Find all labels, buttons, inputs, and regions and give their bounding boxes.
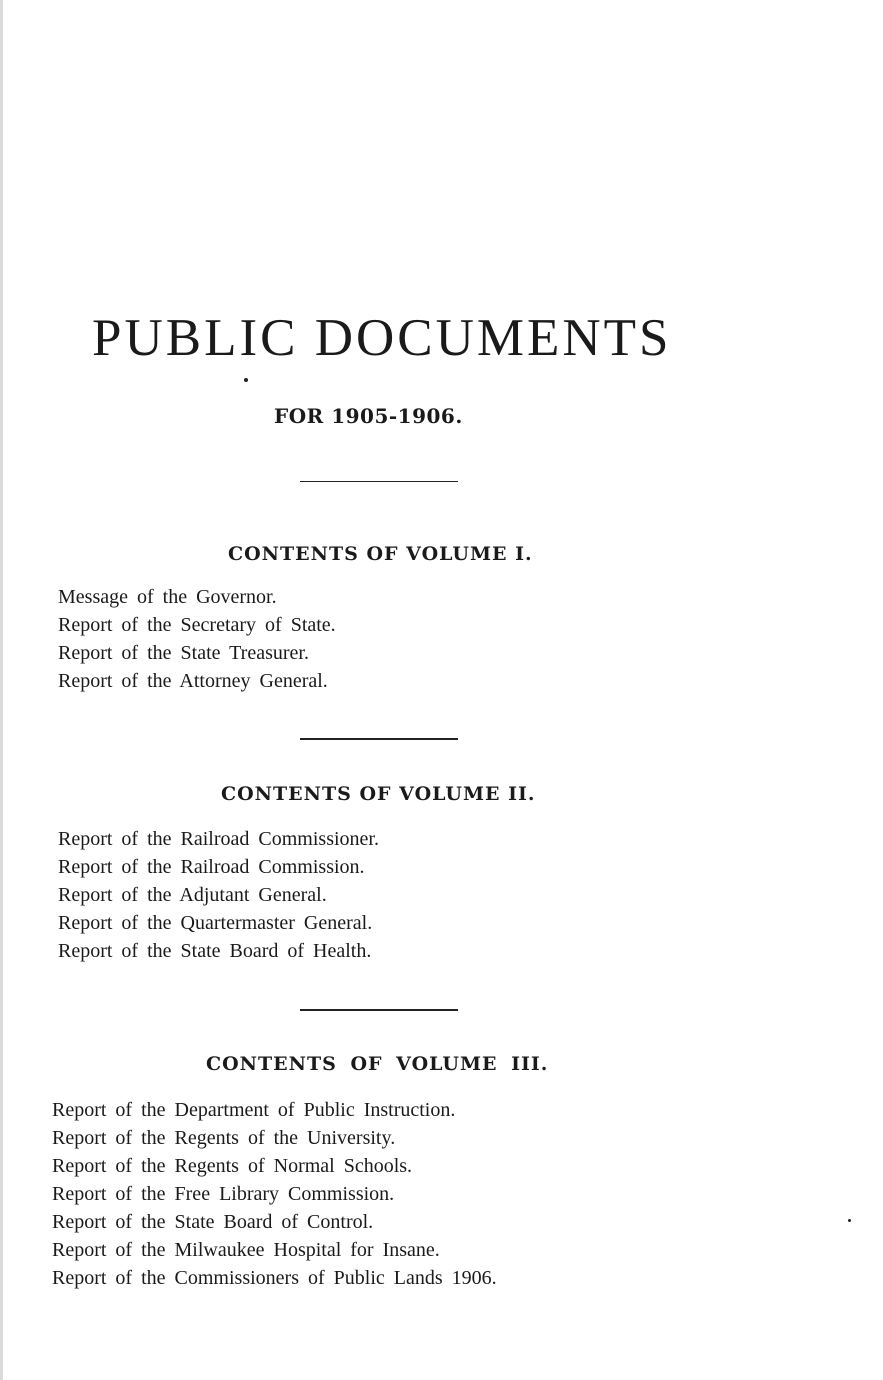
section-divider <box>300 738 458 740</box>
list-item: Message of the Governor. <box>58 586 277 608</box>
volume-2-heading: CONTENTS OF VOLUME II. <box>221 783 536 805</box>
list-item: Report of the Railroad Commissioner. <box>58 828 379 850</box>
page-title: PUBLIC DOCUMENTS <box>92 309 672 367</box>
list-item: Report of the Adjutant General. <box>58 884 327 906</box>
ink-speck <box>848 1219 851 1222</box>
list-item: Report of the Department of Public Instruction. <box>52 1099 456 1121</box>
page-edge <box>0 0 3 1380</box>
volume-2-contents <box>58 825 379 965</box>
list-item: Report of the Commissioners of Public Lands 1906. <box>52 1267 497 1289</box>
list-item: Report of the Free Library Commission. <box>52 1183 395 1205</box>
list-item: Report of the State Board of Health. <box>58 940 372 962</box>
list-item: Report of the Milwaukee Hospital for Insane. <box>52 1239 440 1261</box>
volume-3-contents <box>52 1096 497 1292</box>
list-item: Report of the State Board of Control. <box>52 1211 374 1233</box>
list-item: Report of the Attorney General. <box>58 670 328 692</box>
volume-3-heading: CONTENTS OF VOLUME III. <box>206 1053 549 1075</box>
section-divider <box>300 1009 458 1011</box>
ink-speck <box>244 378 248 382</box>
list-item: Report of the Railroad Commission. <box>58 856 365 878</box>
list-item: Report of the Secretary of State. <box>58 614 336 636</box>
list-item: Report of the Regents of the University. <box>52 1127 396 1149</box>
page-subtitle: FOR 1905-1906. <box>274 404 463 428</box>
list-item: Report of the Quartermaster General. <box>58 912 373 934</box>
volume-1-contents <box>58 583 336 695</box>
section-divider <box>300 481 458 482</box>
volume-1-heading: CONTENTS OF VOLUME I. <box>228 543 533 565</box>
list-item: Report of the Regents of Normal Schools. <box>52 1155 413 1177</box>
list-item: Report of the State Treasurer. <box>58 642 309 664</box>
